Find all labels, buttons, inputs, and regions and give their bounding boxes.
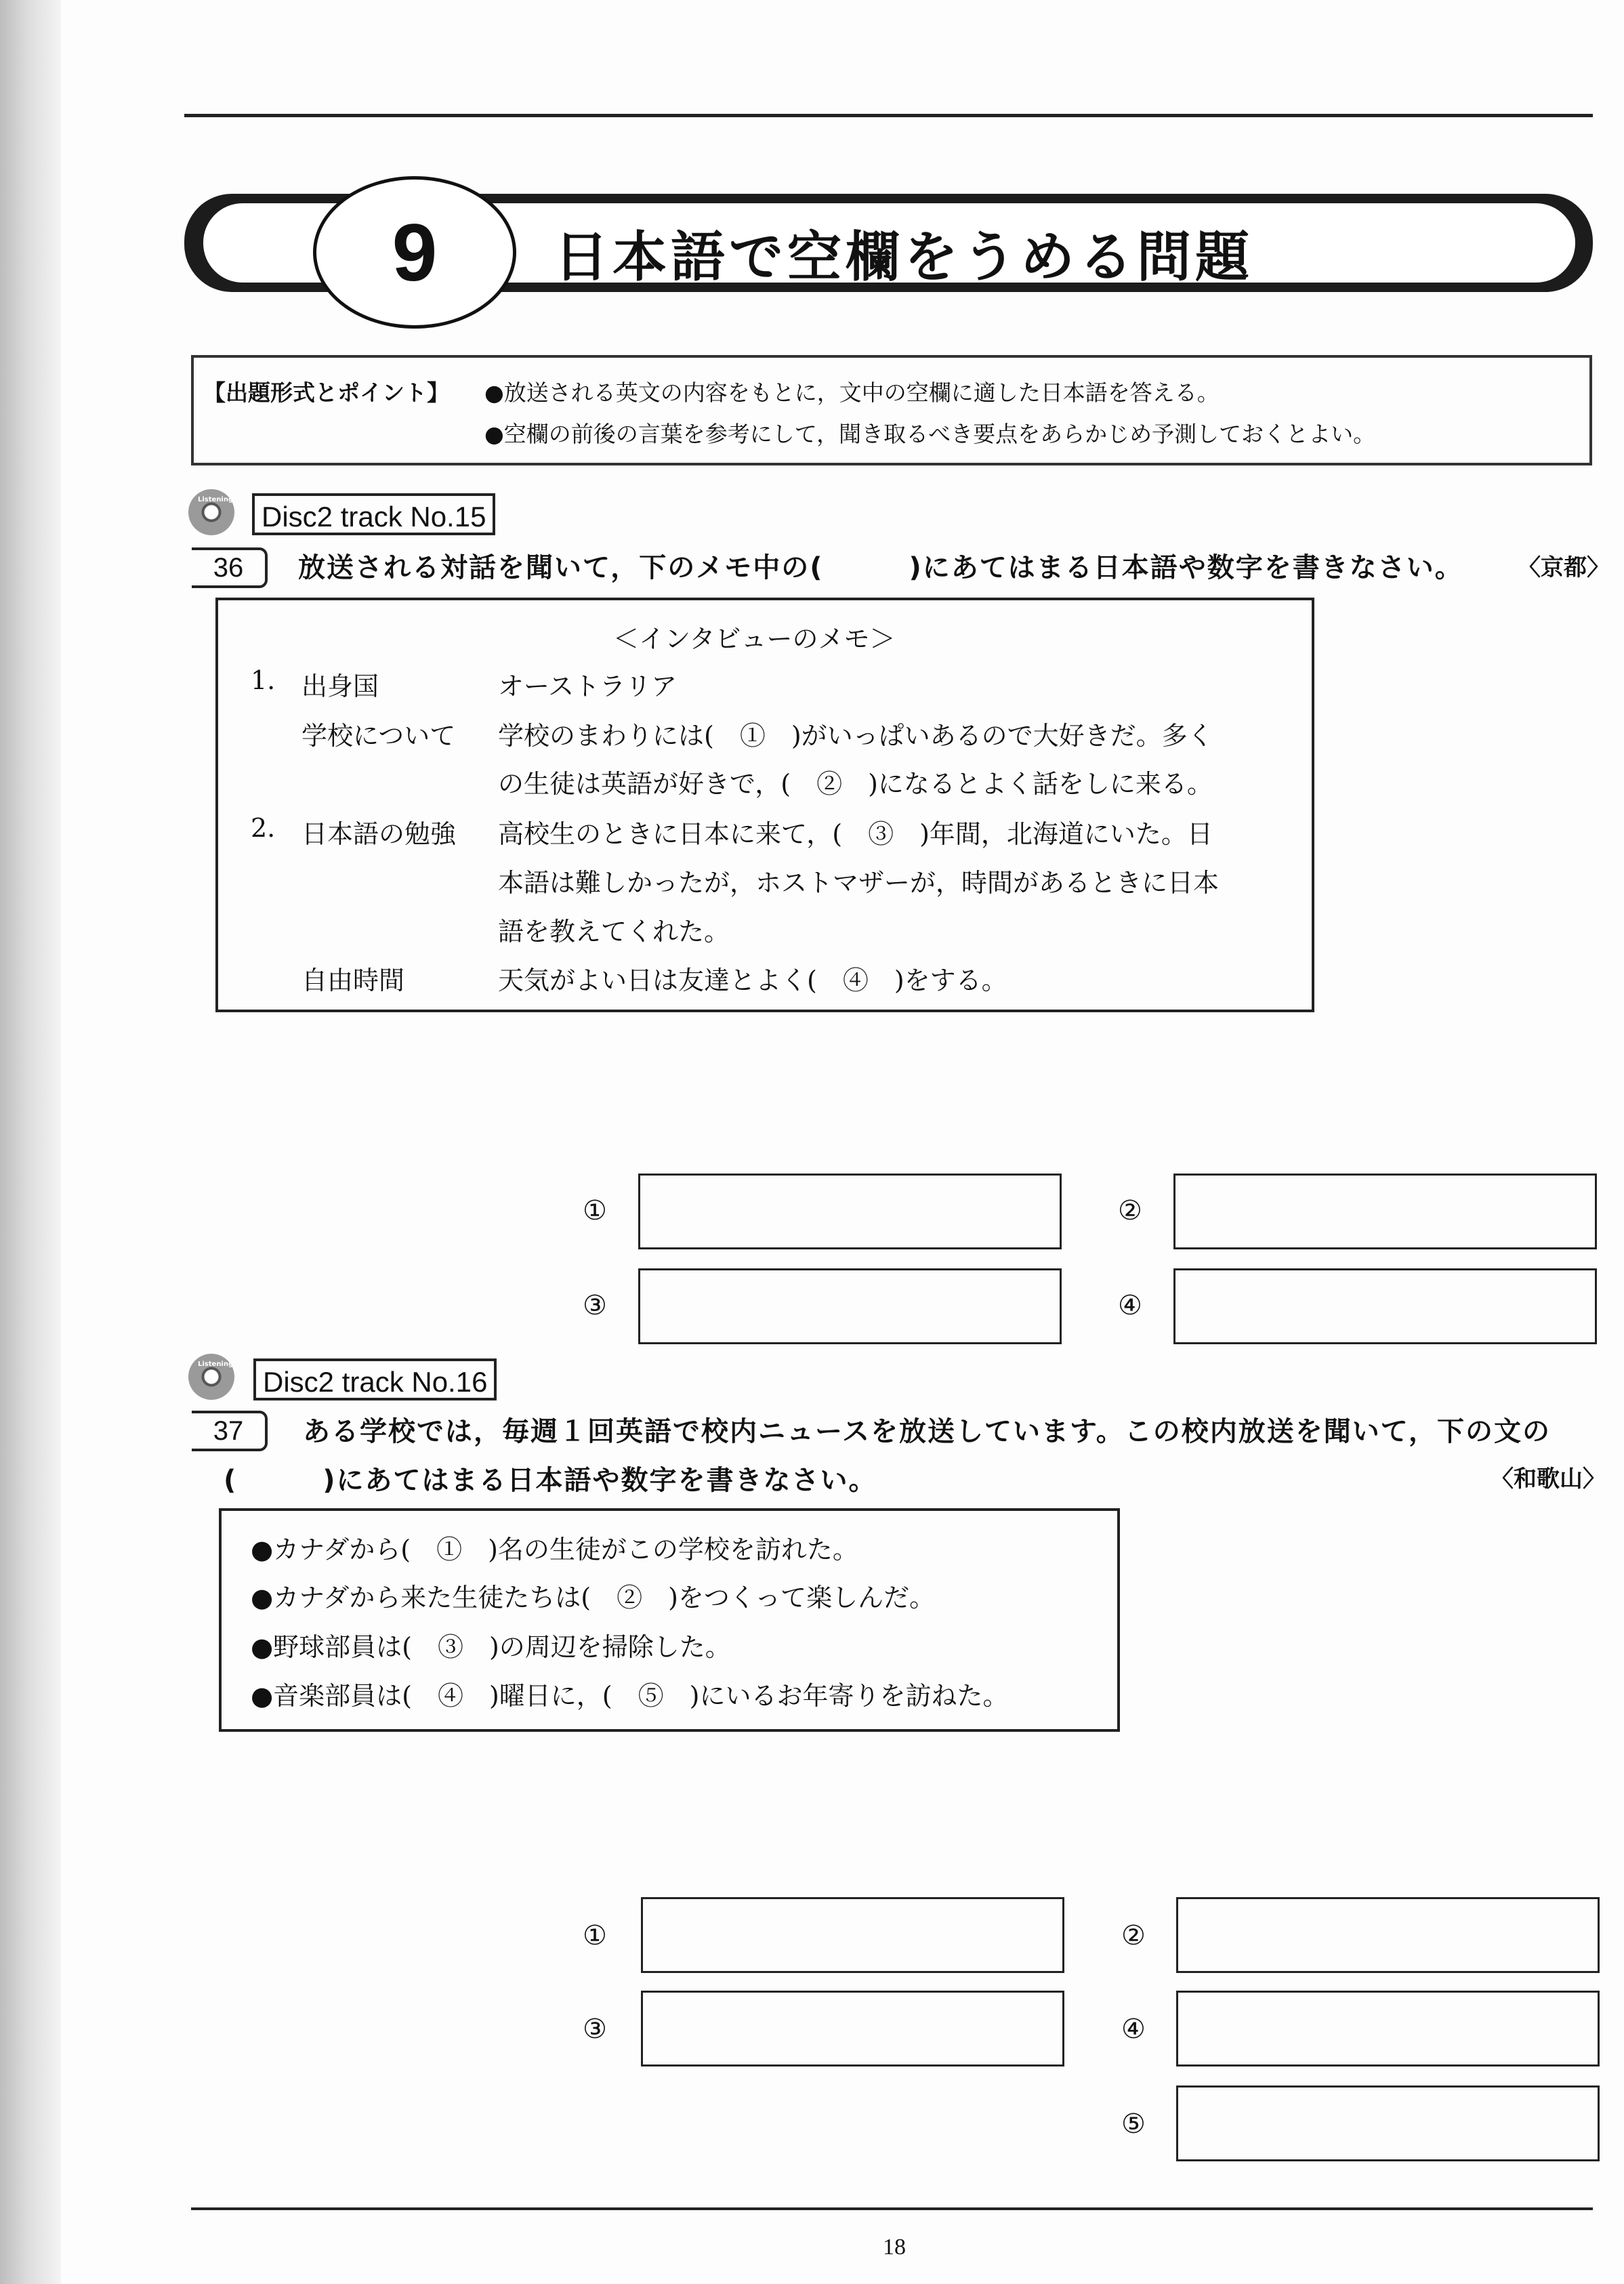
track-label: Disc2 track No.16 [253, 1358, 497, 1400]
memo-title: ＜インタビューのメモ＞ [613, 624, 896, 654]
memo-row-text: 学校のまわりには( ① )がいっぱいあるので大好きだ。多く [498, 721, 1213, 751]
answer-label: ③ [583, 1290, 607, 1321]
interview-memo-box [215, 598, 1314, 1012]
summary-item: ●音楽部員は( ④ )曜日に，( ⑤ )にいるお年寄りを訪ねた。 [251, 1681, 1009, 1711]
answer-box-4[interactable] [1176, 1991, 1600, 2067]
answer-label: ② [1118, 1195, 1142, 1226]
memo-row-label: 自由時間 [301, 965, 405, 995]
answer-box-5[interactable] [1176, 2085, 1600, 2161]
memo-row-label: 学校について [301, 721, 456, 751]
cd-icon [188, 1354, 234, 1400]
section-number: 9 [313, 176, 516, 329]
cd-label: Listening [198, 1361, 234, 1368]
answer-label: ⑤ [1121, 2109, 1146, 2140]
answer-label: ② [1121, 1920, 1146, 1951]
memo-row-text: 本語は難しかったが，ホストマザーが，時間があるときに日本 [498, 868, 1220, 898]
answer-label: ① [583, 1920, 607, 1951]
answer-box-1[interactable] [638, 1174, 1062, 1249]
memo-row-num: 2. [251, 813, 276, 843]
answer-box-3[interactable] [638, 1268, 1062, 1344]
answer-label: ① [583, 1195, 607, 1226]
question-number: 37 [192, 1411, 268, 1451]
memo-row-text: 語を教えてくれた。 [498, 917, 730, 947]
instruction-point-2: ●空欄の前後の言葉を参考にして，聞き取るべき要点をあらかじめ予測しておくとよい。 [484, 421, 1376, 447]
page-number: 18 [883, 2235, 906, 2260]
memo-row-text: 天気がよい日は友達とよく( ④ )をする。 [498, 965, 1007, 995]
question-number: 36 [192, 547, 268, 588]
answer-box-4[interactable] [1173, 1268, 1597, 1344]
answer-box-3[interactable] [641, 1991, 1064, 2067]
answer-label: ③ [583, 2014, 607, 2045]
instruction-box [191, 355, 1592, 465]
cd-icon [188, 489, 234, 535]
answer-box-2[interactable] [1176, 1897, 1600, 1973]
summary-item: ●野球部員は( ③ )の周辺を掃除した。 [251, 1632, 731, 1662]
question-prompt-line2: ( )にあてはまる日本語や数字を書きなさい。 [224, 1465, 877, 1496]
section-title: 日本語で空欄をうめる問題 [554, 226, 1253, 289]
answer-label: ④ [1118, 1290, 1142, 1321]
question-prompt: 放送される対話を聞いて，下のメモ中の( )にあてはまる日本語や数字を書きなさい。 [298, 552, 1463, 583]
question-region: 〈和歌山〉 [1491, 1466, 1606, 1493]
top-rule [184, 114, 1593, 117]
answer-box-2[interactable] [1173, 1174, 1597, 1249]
question-prompt-line1: ある学校では，毎週１回英語で校内ニュースを放送しています。この校内放送を聞いて，下の文の [303, 1416, 1551, 1447]
summary-item: ●カナダから来た生徒たちは( ② )をつくって楽しんだ。 [251, 1583, 936, 1613]
question-region: 〈京都〉 [1518, 554, 1610, 581]
memo-row-text: オーストラリア [498, 671, 678, 701]
memo-row-label: 日本語の勉強 [301, 819, 457, 849]
memo-row-num: 1. [251, 665, 276, 695]
book-spine-shadow [0, 0, 61, 2284]
instruction-label: 【出題形式とポイント】 [203, 379, 449, 406]
cd-label: Listening [198, 496, 234, 503]
memo-row-label: 出身国 [301, 671, 379, 701]
track-label: Disc2 track No.15 [252, 493, 495, 535]
summary-item: ●カナダから( ① )名の生徒がこの学校を訪れた。 [251, 1535, 858, 1564]
answer-box-1[interactable] [641, 1897, 1064, 1973]
instruction-point-1: ●放送される英文の内容をもとに，文中の空欄に適した日本語を答える。 [484, 379, 1220, 406]
memo-row-text: 高校生のときに日本に来て，( ③ )年間，北海道にいた。日 [498, 819, 1213, 849]
answer-label: ④ [1121, 2014, 1146, 2045]
memo-row-text: の生徒は英語が好きで，( ② )になるとよく話をしに来る。 [498, 769, 1213, 799]
bottom-rule [191, 2207, 1593, 2210]
